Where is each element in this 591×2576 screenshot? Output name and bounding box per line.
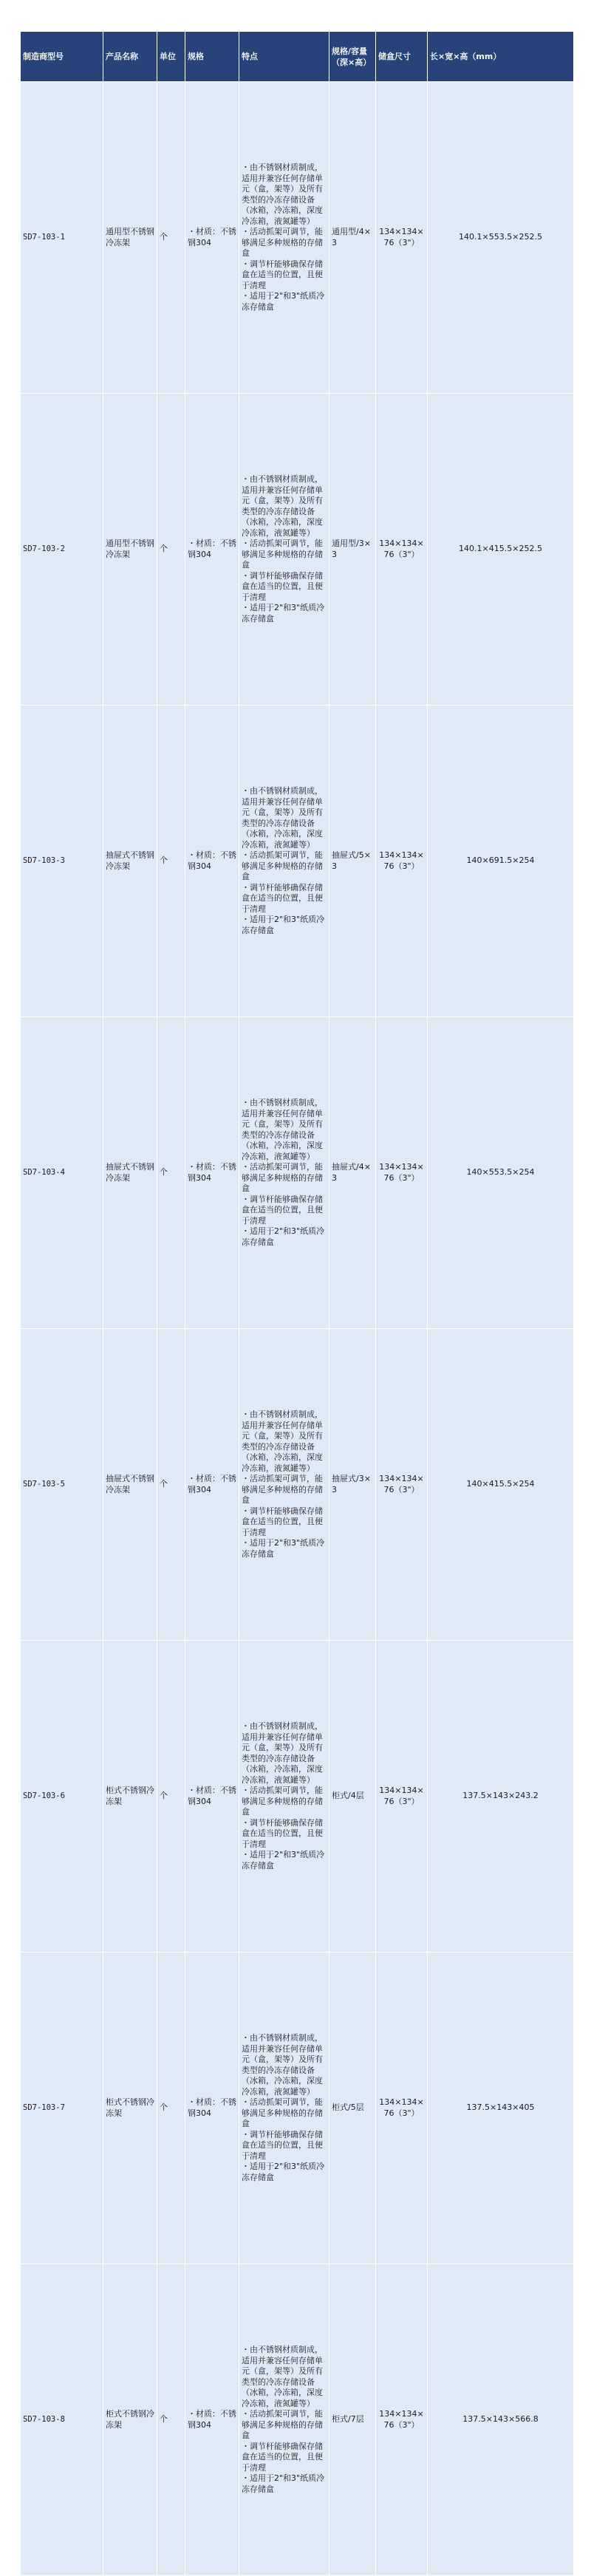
unit-cell: 个 xyxy=(157,82,185,394)
feature-line: ・调节杆能够确保存储盒在适当的位置，且便于清理 xyxy=(242,2129,323,2161)
model-cell: SD7-103-3 xyxy=(21,706,103,1017)
feature-line: ・适用于2"和3"纸质冷冻存储盒 xyxy=(242,603,325,623)
features-cell xyxy=(239,2264,329,2576)
feature-line: ・调节杆能够确保存储盒在适当的位置，且便于清理 xyxy=(242,1817,323,1849)
box-size-cell: 134×134×76（3"） xyxy=(376,1017,428,1329)
feature-line: ・活动抓架可调节，能够满足多种规格的存储盒 xyxy=(242,2409,323,2440)
feature-line: ・由不锈钢材质制成，适用并兼容任何存储单元（盒，架等）及所有类型的冷冻存储设备（冰箱，冷冻箱，深度冷冻箱，液氮罐等） xyxy=(242,1721,323,1785)
name-cell: 抽屉式不锈钢冷冻架 xyxy=(103,706,157,1017)
feature-line: ・由不锈钢材质制成，适用并兼容任何存储单元（盒，架等）及所有类型的冷冻存储设备（冰箱，冷冻箱，深度冷冻箱，液氮罐等） xyxy=(242,1098,323,1161)
box-size-cell: 134×134×76（3"） xyxy=(376,2264,428,2576)
feature-line: ・适用于2"和3"纸质冷冻存储盒 xyxy=(242,1538,325,1559)
feature-line: ・适用于2"和3"纸质冷冻存储盒 xyxy=(242,2162,325,2182)
unit-cell: 个 xyxy=(157,394,185,706)
feature-line: ・活动抓架可调节，能够满足多种规格的存储盒 xyxy=(242,1474,323,1505)
box-size-cell: 134×134×76（3"） xyxy=(376,82,428,394)
features-cell xyxy=(239,706,329,1017)
capacity-cell: 柜式/5层 xyxy=(329,1953,376,2264)
name-cell: 柜式不锈钢冷冻架 xyxy=(103,1641,157,1953)
unit-cell: 个 xyxy=(157,1641,185,1953)
header-capacity: 规格/容量（深×高） xyxy=(329,32,376,82)
table-row xyxy=(21,2264,574,2576)
feature-line: ・由不锈钢材质制成，适用并兼容任何存储单元（盒，架等）及所有类型的冷冻存储设备（冰箱，冷冻箱，深度冷冻箱，液氮罐等） xyxy=(242,163,323,226)
unit-cell: 个 xyxy=(157,1017,185,1329)
capacity-cell: 柜式/4层 xyxy=(329,1641,376,1953)
feature-line: ・活动抓架可调节，能够满足多种规格的存储盒 xyxy=(242,850,323,881)
table-row xyxy=(21,82,574,394)
spec-cell: ・材质：不锈钢304 xyxy=(185,1017,239,1329)
model-cell: SD7-103-2 xyxy=(21,394,103,706)
product-table-container xyxy=(20,31,573,2576)
features-cell xyxy=(239,1017,329,1329)
spec-cell: ・材质：不锈钢304 xyxy=(185,1641,239,1953)
header-name: 产品名称 xyxy=(103,32,157,82)
header-unit: 单位 xyxy=(157,32,185,82)
feature-line: ・调节杆能够确保存储盒在适当的位置，且便于清理 xyxy=(242,882,323,914)
name-cell: 通用型不锈钢冷冻架 xyxy=(103,82,157,394)
table-row xyxy=(21,394,574,706)
name-cell: 柜式不锈钢冷冻架 xyxy=(103,1953,157,2264)
dims-cell: 140×691.5×254 xyxy=(428,706,574,1017)
unit-cell: 个 xyxy=(157,1329,185,1641)
header-spec: 规格 xyxy=(185,32,239,82)
feature-line: ・调节杆能够确保存储盒在适当的位置，且便于清理 xyxy=(242,1506,323,1537)
dims-cell: 137.5×143×566.8 xyxy=(428,2264,574,2576)
dims-cell: 140×415.5×254 xyxy=(428,1329,574,1641)
dims-cell: 137.5×143×405 xyxy=(428,1953,574,2264)
capacity-cell: 抽屉式/3×3 xyxy=(329,1329,376,1641)
model-cell: SD7-103-7 xyxy=(21,1953,103,2264)
capacity-cell: 柜式/7层 xyxy=(329,2264,376,2576)
dims-cell: 140.1×553.5×252.5 xyxy=(428,82,574,394)
feature-line: ・适用于2"和3"纸质冷冻存储盒 xyxy=(242,291,325,312)
feature-line: ・适用于2"和3"纸质冷冻存储盒 xyxy=(242,915,325,935)
table-header-row xyxy=(21,32,574,82)
name-cell: 抽屉式不锈钢冷冻架 xyxy=(103,1329,157,1641)
capacity-cell: 通用型/3×3 xyxy=(329,394,376,706)
feature-line: ・调节杆能够确保存储盒在适当的位置，且便于清理 xyxy=(242,1194,323,1226)
box-size-cell: 134×134×76（3"） xyxy=(376,1953,428,2264)
feature-line: ・适用于2"和3"纸质冷冻存储盒 xyxy=(242,1226,325,1247)
name-cell: 柜式不锈钢冷冻架 xyxy=(103,2264,157,2576)
box-size-cell: 134×134×76（3"） xyxy=(376,1641,428,1953)
table-row xyxy=(21,706,574,1017)
feature-line: ・由不锈钢材质制成，适用并兼容任何存储单元（盒，架等）及所有类型的冷冻存储设备（冰箱，冷冻箱，深度冷冻箱，液氮罐等） xyxy=(242,2033,323,2097)
dims-cell: 140.1×415.5×252.5 xyxy=(428,394,574,706)
unit-cell: 个 xyxy=(157,1953,185,2264)
features-cell xyxy=(239,1953,329,2264)
features-cell xyxy=(239,82,329,394)
unit-cell: 个 xyxy=(157,2264,185,2576)
feature-line: ・调节杆能够确保存储盒在适当的位置，且便于清理 xyxy=(242,2441,323,2473)
model-cell: SD7-103-5 xyxy=(21,1329,103,1641)
dims-cell: 140×553.5×254 xyxy=(428,1017,574,1329)
table-row xyxy=(21,1329,574,1641)
feature-line: ・活动抓架可调节，能够满足多种规格的存储盒 xyxy=(242,539,323,570)
dims-cell: 137.5×143×243.2 xyxy=(428,1641,574,1953)
capacity-cell: 抽屉式/5×3 xyxy=(329,706,376,1017)
capacity-cell: 通用型/4×3 xyxy=(329,82,376,394)
capacity-cell: 抽屉式/4×3 xyxy=(329,1017,376,1329)
features-cell xyxy=(239,1641,329,1953)
feature-line: ・活动抓架可调节，能够满足多种规格的存储盒 xyxy=(242,1162,323,1193)
box-size-cell: 134×134×76（3"） xyxy=(376,1329,428,1641)
header-model: 制造商型号 xyxy=(21,32,103,82)
name-cell: 抽屉式不锈钢冷冻架 xyxy=(103,1017,157,1329)
feature-line: ・由不锈钢材质制成，适用并兼容任何存储单元（盒，架等）及所有类型的冷冻存储设备（冰箱，冷冻箱，深度冷冻箱，液氮罐等） xyxy=(242,1410,323,1473)
feature-line: ・调节杆能够确保存储盒在适当的位置，且便于清理 xyxy=(242,259,323,290)
box-size-cell: 134×134×76（3"） xyxy=(376,706,428,1017)
model-cell: SD7-103-8 xyxy=(21,2264,103,2576)
spec-cell: ・材质：不锈钢304 xyxy=(185,1953,239,2264)
model-cell: SD7-103-4 xyxy=(21,1017,103,1329)
model-cell: SD7-103-1 xyxy=(21,82,103,394)
feature-line: ・活动抓架可调节，能够满足多种规格的存储盒 xyxy=(242,2097,323,2128)
features-cell xyxy=(239,394,329,706)
feature-line: ・由不锈钢材质制成，适用并兼容任何存储单元（盒，架等）及所有类型的冷冻存储设备（冰箱，冷冻箱，深度冷冻箱，液氮罐等） xyxy=(242,474,323,538)
feature-line: ・活动抓架可调节，能够满足多种规格的存储盒 xyxy=(242,227,323,258)
spec-cell: ・材质：不锈钢304 xyxy=(185,706,239,1017)
feature-line: ・活动抓架可调节，能够满足多种规格的存储盒 xyxy=(242,1786,323,1817)
table-row xyxy=(21,1953,574,2264)
model-cell: SD7-103-6 xyxy=(21,1641,103,1953)
box-size-cell: 134×134×76（3"） xyxy=(376,394,428,706)
header-dims: 长×宽×高（mm） xyxy=(428,32,574,82)
spec-cell: ・材质：不锈钢304 xyxy=(185,2264,239,2576)
unit-cell: 个 xyxy=(157,706,185,1017)
features-cell xyxy=(239,1329,329,1641)
feature-line: ・由不锈钢材质制成，适用并兼容任何存储单元（盒，架等）及所有类型的冷冻存储设备（冰箱，冷冻箱，深度冷冻箱，液氮罐等） xyxy=(242,2345,323,2408)
feature-line: ・适用于2"和3"纸质冷冻存储盒 xyxy=(242,2473,325,2494)
table-row xyxy=(21,1017,574,1329)
header-features: 特点 xyxy=(239,32,329,82)
spec-cell: ・材质：不锈钢304 xyxy=(185,82,239,394)
feature-line: ・适用于2"和3"纸质冷冻存储盒 xyxy=(242,1850,325,1870)
product-spec-table xyxy=(20,31,574,2576)
name-cell: 通用型不锈钢冷冻架 xyxy=(103,394,157,706)
feature-line: ・由不锈钢材质制成，适用并兼容任何存储单元（盒，架等）及所有类型的冷冻存储设备（冰箱，冷冻箱，深度冷冻箱，液氮罐等） xyxy=(242,786,323,850)
spec-cell: ・材质：不锈钢304 xyxy=(185,394,239,706)
feature-line: ・调节杆能够确保存储盒在适当的位置，且便于清理 xyxy=(242,570,323,602)
spec-cell: ・材质：不锈钢304 xyxy=(185,1329,239,1641)
header-box: 储盒尺寸 xyxy=(376,32,428,82)
table-row xyxy=(21,1641,574,1953)
